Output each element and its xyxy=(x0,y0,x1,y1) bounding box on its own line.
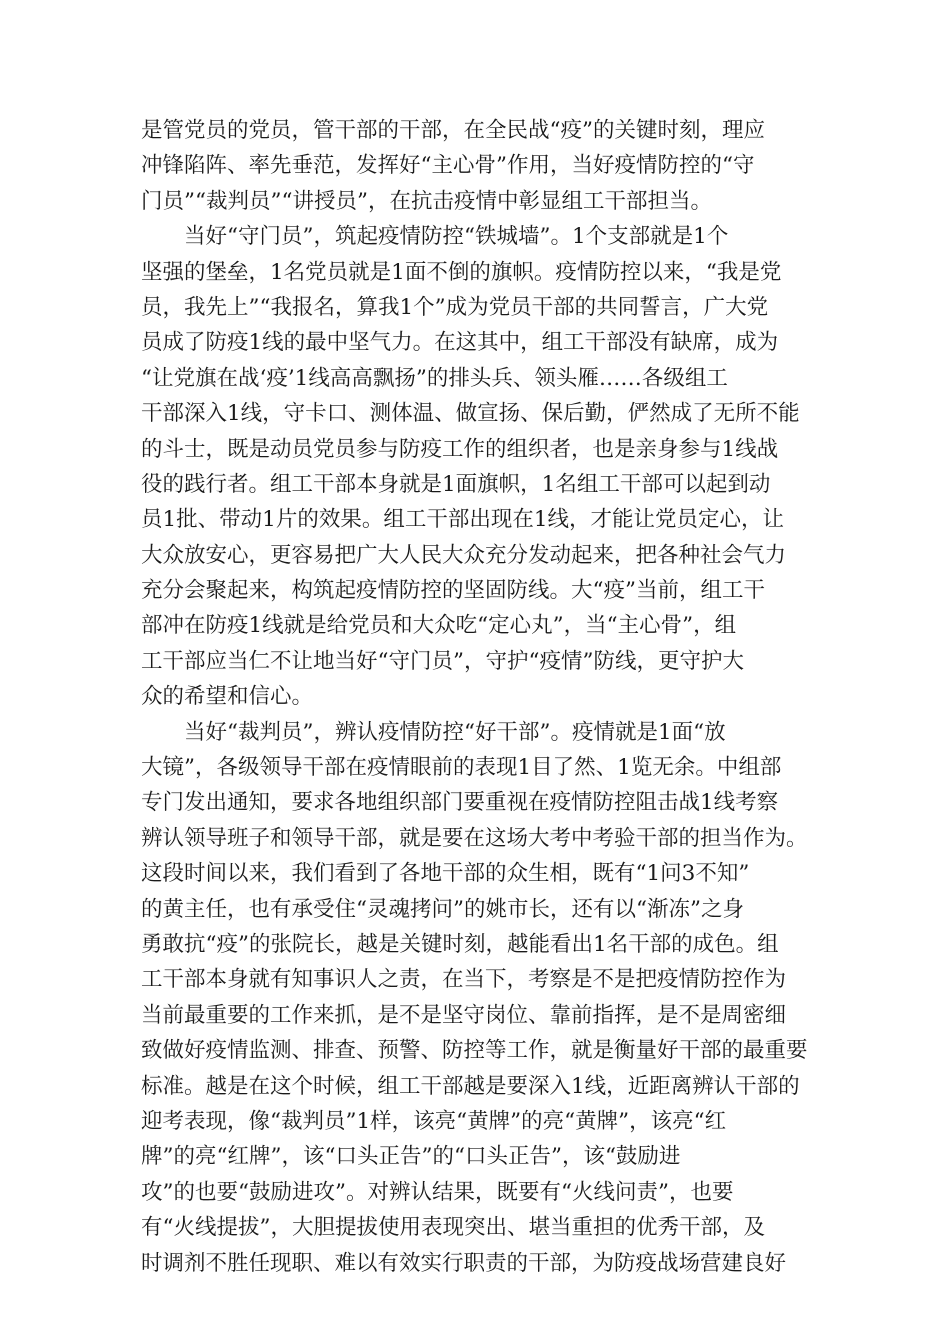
text-line: 的斗士，既是动员党员参与防疫工作的组织者，也是亲身参与1线战 xyxy=(141,436,779,462)
text-line: 役的践行者。组工干部本身就是1面旗帜，1名组工干部可以起到动 xyxy=(141,471,771,497)
text-line: 工干部本身就有知事识人之责，在当下，考察是不是把疫情防控作为 xyxy=(141,967,787,993)
text-line: 充分会聚起来，构筑起疫情防控的坚固防线。大“疫”当前，组工干 xyxy=(141,578,765,604)
text-line: 迎考表现，像“裁判员”1样，该亮“黄牌”的亮“黄牌”，该亮“红 xyxy=(141,1108,727,1134)
text-line: 勇敢抗“疫”的张院长，越是关键时刻，越能看出1名干部的成色。组 xyxy=(141,931,779,957)
text-line: 坚强的堡垒，1名党员就是1面不倒的旗帜。疫情防控以来，“我是党 xyxy=(141,259,782,285)
text-line: 大众放安心，更容易把广大人民大众充分发动起来，把各种社会气力 xyxy=(141,542,787,568)
text-line: 当好“守门员”，筑起疫情防控“铁城墙”。1个支部就是1个 xyxy=(141,224,729,250)
text-line: 部冲在防疫1线就是给党员和大众吃“定心丸”，当“主心骨”，组 xyxy=(141,613,737,639)
text-line: 专门发出通知，要求各地组织部门要重视在疫情防控阻击战1线考察 xyxy=(141,790,779,816)
text-line: 有“火线提拔”，大胆提拔使用表现突出、堪当重担的优秀干部，及 xyxy=(141,1215,765,1241)
text-line: 干部深入1线，守卡口、测体温、做宣扬、保后勤，俨然成了无所不能 xyxy=(141,401,800,427)
text-line: 致做好疫情监测、排查、预警、防控等工作，就是衡量好干部的最重要 xyxy=(141,1038,808,1064)
paragraph xyxy=(141,715,811,1281)
text-line: 门员”“裁判员”“讲授员”，在抗击疫情中彰显组工干部担当。 xyxy=(141,188,712,214)
text-line: 是管党员的党员，管干部的干部，在全民战“疫”的关键时刻，理应 xyxy=(141,118,765,143)
text-line: 员1批、带动1片的效果。组工干部出现在1线，才能让党员定心，让 xyxy=(141,507,785,533)
text-line: 众的希望和信心。 xyxy=(141,684,314,710)
text-line: 当好“裁判员”，辨认疫情防控“好干部”。疫情就是1面“放 xyxy=(141,719,726,745)
body-text xyxy=(141,113,811,1281)
text-line: 冲锋陷阵、率先垂范，发挥好“主心骨”作用，当好疫情防控的“守 xyxy=(141,153,755,179)
text-line: “让党旗在战‘疫’1线高高飘扬”的排头兵、领头雁……各级组工 xyxy=(141,365,728,391)
paragraph xyxy=(141,219,811,714)
text-line: 工干部应当仁不让地当好“守门员”，守护“疫情”防线，更守护大 xyxy=(141,648,744,674)
text-line: 当前最重要的工作来抓，是不是坚守岗位、靠前指挥，是不是周密细 xyxy=(141,1002,787,1028)
text-line: 员，我先上”“我报名，算我1个”成为党员干部的共同誓言，广大党 xyxy=(141,294,769,320)
text-line: 员成了防疫1线的最中坚气力。在这其中，组工干部没有缺席，成为 xyxy=(141,330,779,356)
text-line: 标准。越是在这个时候，组工干部越是要深入1线，近距离辨认干部的 xyxy=(141,1073,800,1099)
text-line: 时调剂不胜任现职、难以有效实行职责的干部，为防疫战场营建良好 xyxy=(141,1250,787,1276)
text-line: 的黄主任，也有承受住“灵魂拷问”的姚市长，还有以“渐冻”之身 xyxy=(141,896,744,922)
paragraph xyxy=(141,113,811,219)
text-line: 这段时间以来，我们看到了各地干部的众生相，既有“1问3不知” xyxy=(141,861,750,887)
text-line: 牌”的亮“红牌”，该“口头正告”的“口头正告”，该“鼓励进 xyxy=(141,1144,681,1170)
text-line: 辨认领导班子和领导干部，就是要在这场大考中考验干部的担当作为。 xyxy=(141,825,808,851)
text-line: 大镜”，各级领导干部在疫情眼前的表现1目了然、1览无余。中组部 xyxy=(141,755,782,781)
text-line: 攻”的也要“鼓励进攻”。对辨认结果，既要有“火线问责”，也要 xyxy=(141,1179,734,1205)
